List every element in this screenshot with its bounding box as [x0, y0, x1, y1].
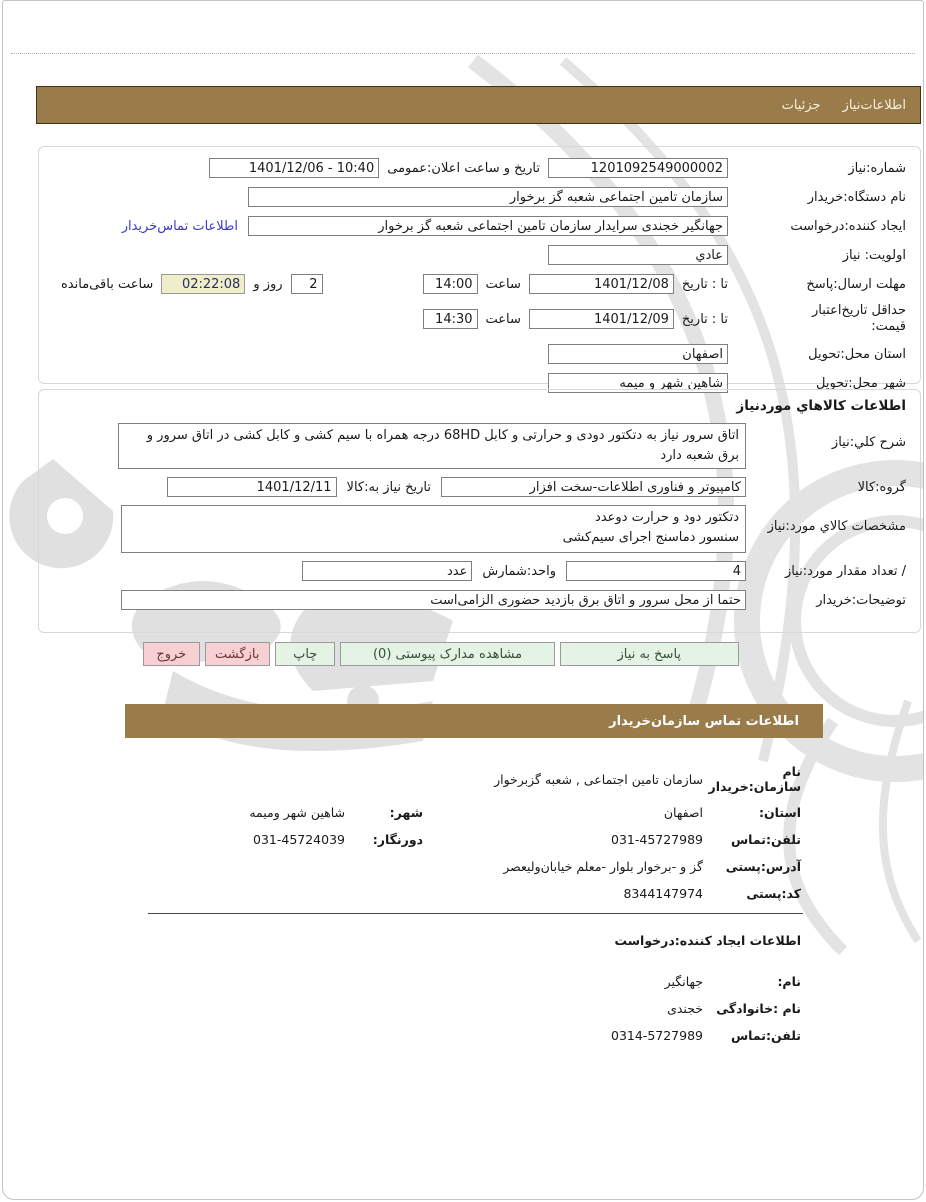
print-button[interactable]: چاپ: [275, 642, 335, 666]
exit-button[interactable]: خروج: [143, 642, 200, 666]
goods-specs-label: مشخصات کالاي مورد:نیاز: [767, 519, 906, 534]
goods-specs-field[interactable]: دتکتور دود و حرارت دوعدد سنسور دماسنج اجرای سیم‌کشی: [121, 505, 746, 553]
postal-code-value: 8344147974: [623, 885, 703, 901]
tab-bar: [36, 86, 921, 124]
address-value: گز و -برخوار بلوار -معلم خیابان‌ولیعصر: [503, 858, 703, 874]
until-date-label: تا : تاریخ: [681, 311, 728, 327]
hour-label: ساعت: [485, 276, 521, 292]
last-name-label: نام :خانوادگی: [716, 1000, 801, 1016]
need-description-label: شرح کلي:نیاز: [831, 435, 906, 450]
org-name-value: سازمان تامین اجتماعی , شعبه گزبرخوار: [494, 771, 703, 787]
unit-field[interactable]: عدد: [302, 561, 472, 581]
buyer-contact-header: اطلاعات تماس سازمان‌خریدار: [125, 704, 823, 738]
goods-panel-title: اطلاعات کالاهاي موردنیاز: [736, 398, 906, 414]
announce-label: تاریخ و ساعت اعلان:عمومی: [387, 160, 540, 176]
requester-section: [125, 933, 823, 1053]
top-divider: [11, 53, 915, 54]
need-number-label: شماره:نیاز: [848, 160, 906, 176]
back-button[interactable]: بازگشت: [205, 642, 270, 666]
requester-phone-value: 0314-5727989: [611, 1027, 703, 1043]
need-info-panel: [38, 146, 921, 391]
action-button-row: [143, 642, 739, 666]
days-and-label: روز و: [253, 276, 283, 292]
last-name-value: خجندی: [667, 1000, 703, 1016]
phone-value: 031-45727989: [611, 831, 703, 847]
fax-label: دورنگار:: [372, 831, 423, 847]
page-frame: [2, 0, 924, 1200]
fax-value: 031-45724039: [253, 831, 345, 847]
delivery-city-label: شهر محل:تحویل: [816, 375, 906, 391]
address-label: آدرس:پستی: [725, 858, 801, 874]
postal-code-label: کد:پستی: [746, 885, 801, 901]
requester-title: اطلاعات ایجاد کننده:درخواست: [614, 933, 801, 948]
requester-phone-label: تلفن:تماس: [730, 1027, 801, 1043]
delivery-province-field[interactable]: اصفهان: [548, 344, 728, 364]
first-name-label: نام:: [777, 973, 801, 989]
reply-to-need-button[interactable]: پاسخ به نیاز: [560, 642, 739, 666]
view-attachments-button[interactable]: مشاهده مدارک پیوستی (0): [340, 642, 554, 666]
need-date-label: تاریخ نیاز به:کالا: [346, 479, 431, 495]
city-label: شهر:: [389, 804, 423, 820]
need-date-field[interactable]: 1401/12/11: [167, 477, 337, 497]
province-label: استان:: [758, 804, 801, 820]
buyer-org-field[interactable]: سازمان تامین اجتماعی شعبه گز برخوار: [248, 187, 728, 207]
buyer-org-label: نام دستگاه:خریدار: [807, 189, 906, 205]
quantity-label: / تعداد مقدار مورد:نیاز: [784, 563, 906, 579]
province-value: اصفهان: [663, 804, 703, 820]
buyer-notes-label: توضیحات:خریدار: [816, 592, 906, 608]
buyer-contact-link[interactable]: اطلاعات تماس‌خریدار: [121, 218, 238, 234]
priority-label: اولویت: نیاز: [842, 247, 906, 263]
goods-info-panel: [38, 389, 921, 633]
until-date-label: تا : تاریخ: [681, 276, 728, 292]
buyer-notes-field[interactable]: حتما از محل سرور و اتاق برق بازدید حضوری الزامی‌است: [121, 590, 746, 610]
remaining-days-field: 2: [291, 274, 323, 294]
hour-label: ساعت: [485, 311, 521, 327]
phone-label: تلفن:تماس: [730, 831, 801, 847]
reply-deadline-date-field[interactable]: 1401/12/08: [529, 274, 674, 294]
priority-field[interactable]: عادي: [548, 245, 728, 265]
delivery-province-label: استان محل:تحویل: [808, 346, 906, 362]
section-divider: [148, 913, 803, 914]
creator-field[interactable]: جهانگیر خجندی سرایدار سازمان تامین اجتماعی شعبه گز برخوار: [248, 216, 728, 236]
buyer-contact-section: [125, 748, 823, 911]
price-validity-time-field[interactable]: 14:30: [423, 309, 478, 329]
reply-deadline-time-field[interactable]: 14:00: [423, 274, 478, 294]
countdown-timer: 02:22:08: [161, 274, 245, 294]
remaining-suffix-label: ساعت باقی‌مانده: [61, 276, 154, 292]
price-validity-label: حداقل تاریخ‌اعتبار قیمت:: [812, 303, 906, 334]
need-number-field[interactable]: 1201092549000002: [548, 158, 728, 178]
tab-need-info[interactable]: اطلاعات‌نیاز: [842, 97, 906, 113]
tab-details[interactable]: جزئیات: [781, 97, 821, 113]
reply-deadline-label: مهلت ارسال:پاسخ: [806, 276, 906, 292]
need-description-field[interactable]: اتاق سرور نیاز به دتکتور دودی و حرارتی و کابل 68HD درجه همراه با سیم کشی و کابل کشی در اتاق سرور و برق شعبه دارد: [118, 423, 746, 469]
price-validity-date-field[interactable]: 1401/12/09: [529, 309, 674, 329]
city-value: شاهین شهر ومیمه: [249, 804, 345, 820]
announce-datetime-field[interactable]: 1401/12/06 - 10:40: [209, 158, 379, 178]
quantity-field[interactable]: 4: [566, 561, 746, 581]
creator-label: ایجاد کننده:درخواست: [790, 218, 906, 234]
remaining-time-group: [53, 274, 323, 294]
goods-group-field[interactable]: کامپیوتر و فناوری اطلاعات-سخت افزار: [441, 477, 746, 497]
goods-group-label: گروه:کالا: [857, 479, 906, 495]
delivery-city-field[interactable]: شاهین شهر و میمه: [548, 373, 728, 393]
org-name-label: نام سازمان:خریدار: [708, 764, 801, 794]
first-name-value: جهانگیر: [664, 973, 703, 989]
unit-label: واحد:شمارش: [482, 563, 556, 579]
